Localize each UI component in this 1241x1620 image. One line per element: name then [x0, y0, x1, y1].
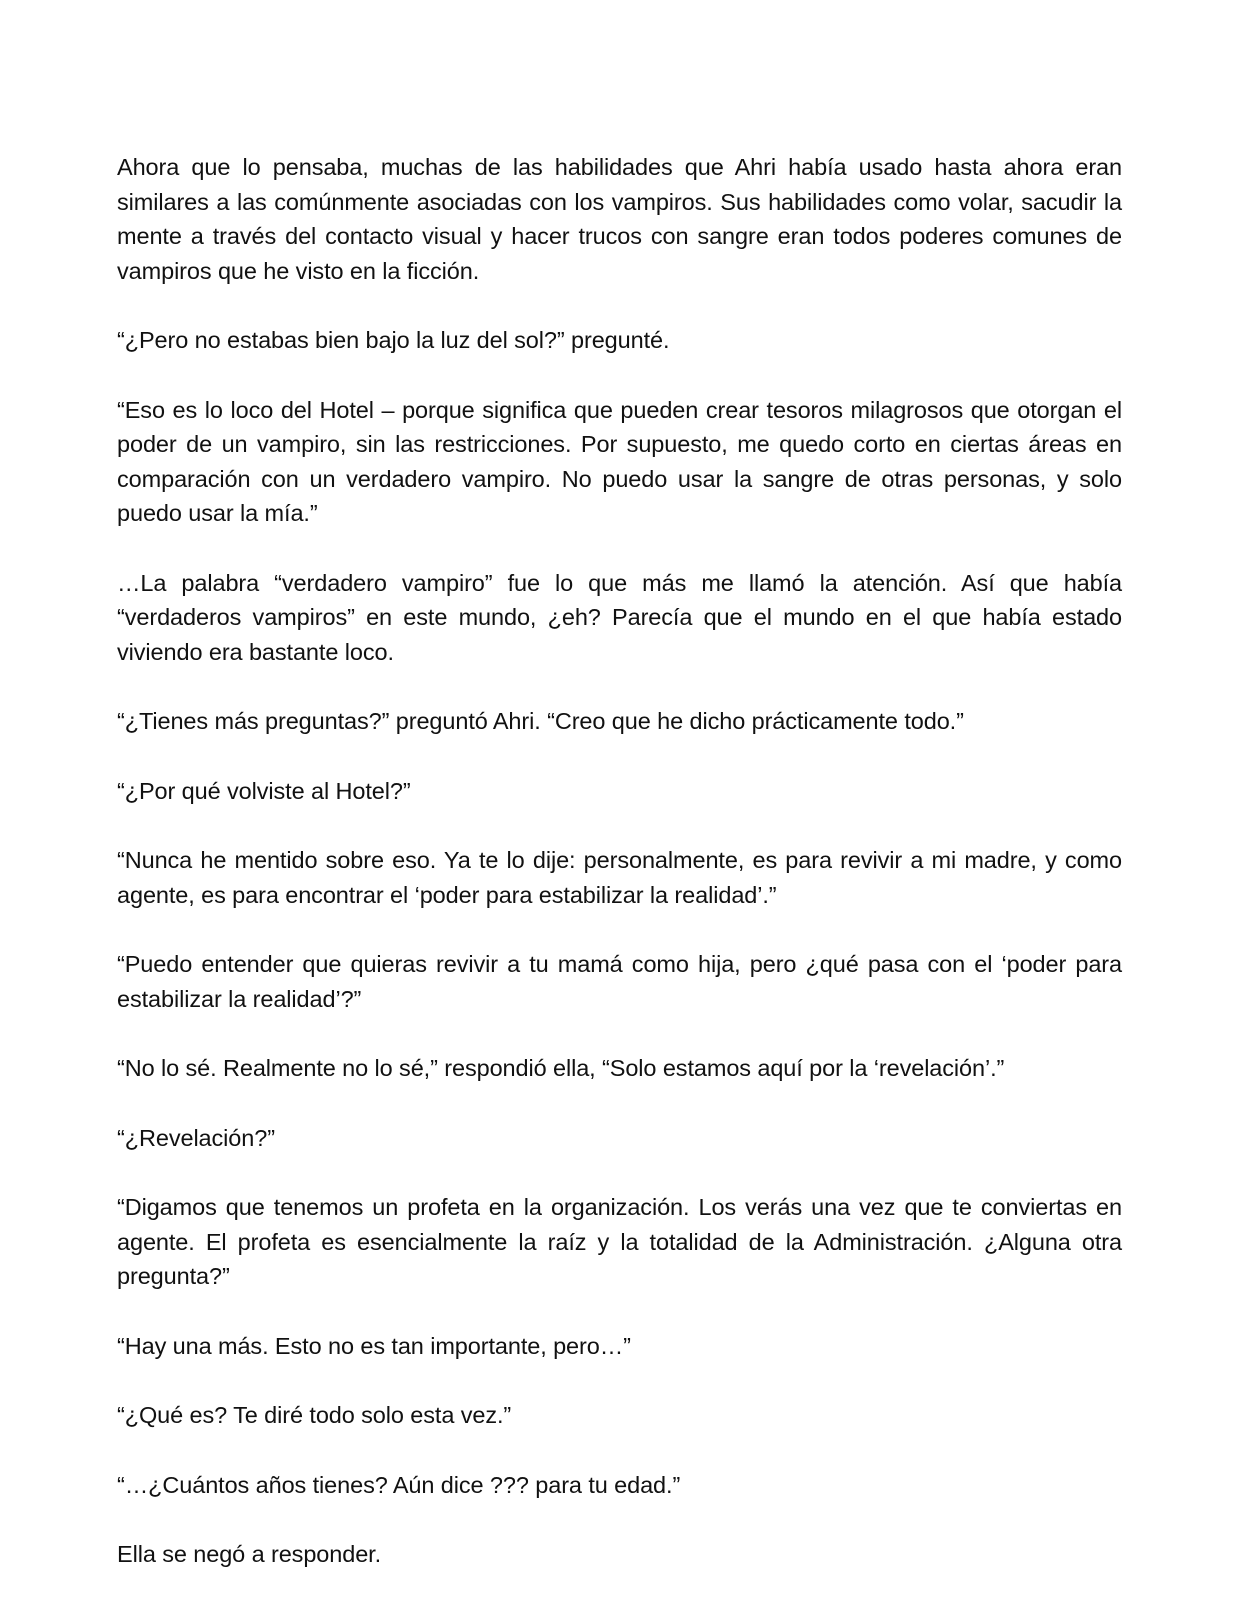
paragraph-3: “Eso es lo loco del Hotel – porque significa que pueden crear tesoros milagrosos que otorgan el poder de un vampiro, sin las restricciones. Por supuesto, me quedo corto en ciertas áreas en comparación con un verdadero vampiro. No puedo usar la sangre de otras personas, y solo puedo usar la mía.”	[117, 396, 1122, 526]
paragraph-13: “¿Qué es? Te diré todo solo esta vez.”	[117, 1402, 512, 1428]
paragraph-6: “¿Por qué volviste al Hotel?”	[117, 777, 411, 804]
paragraph-5: “¿Tienes más preguntas?” preguntó Ahri. “Creo que he dicho prácticamente todo.”	[117, 708, 964, 734]
paragraph-1: Ahora que lo pensaba, muchas de las habilidades que Ahri había usado hasta ahora eran similares a las comúnmente asociadas con los vampiros. Sus habilidades como volar, sacudir la mente a través del contacto visual y hacer trucos con sangre eran todos poderes comunes de vampiros que he visto en la ficción.	[117, 154, 1122, 284]
paragraph-2: “¿Pero no estabas bien bajo la luz del sol?” pregunté.	[117, 327, 670, 353]
paragraph-11: “Digamos que tenemos un profeta en la organización. Los verás una vez que te conviertas en agente. El profeta es esencialmente la raíz y la totalidad de la Administración. ¿Alguna otra pregunta?”	[117, 1194, 1122, 1289]
paragraph-4: …La palabra “verdadero vampiro” fue lo que más me llamó la atención. Así que había “verdaderos vampiros” en este mundo, ¿eh? Parecía que el mundo en el que había estado viviendo era bastante loco.	[117, 569, 1122, 665]
paragraph-14: “…¿Cuántos años tienes? Aún dice ??? para tu edad.”	[117, 1471, 681, 1498]
paragraph-8: “Puedo entender que quieras revivir a tu mamá como hija, pero ¿qué pasa con el ‘poder para estabilizar la realidad’?”	[117, 951, 1122, 1012]
paragraph-7: “Nunca he mentido sobre eso. Ya te lo dije: personalmente, es para revivir a mi madre, y como agente, es para encontrar el ‘poder para estabilizar la realidad’.”	[117, 847, 1122, 908]
paragraph-15: Ella se negó a responder.	[117, 1541, 382, 1567]
paragraph-9: “No lo sé. Realmente no lo sé,” respondió ella, “Solo estamos aquí por la ‘revelación’.”	[117, 1055, 1005, 1081]
paragraph-12: “Hay una más. Esto no es tan importante, pero…”	[117, 1332, 631, 1359]
document-body	[117, 150, 1122, 1607]
paragraph-10: “¿Revelación?”	[117, 1124, 275, 1151]
